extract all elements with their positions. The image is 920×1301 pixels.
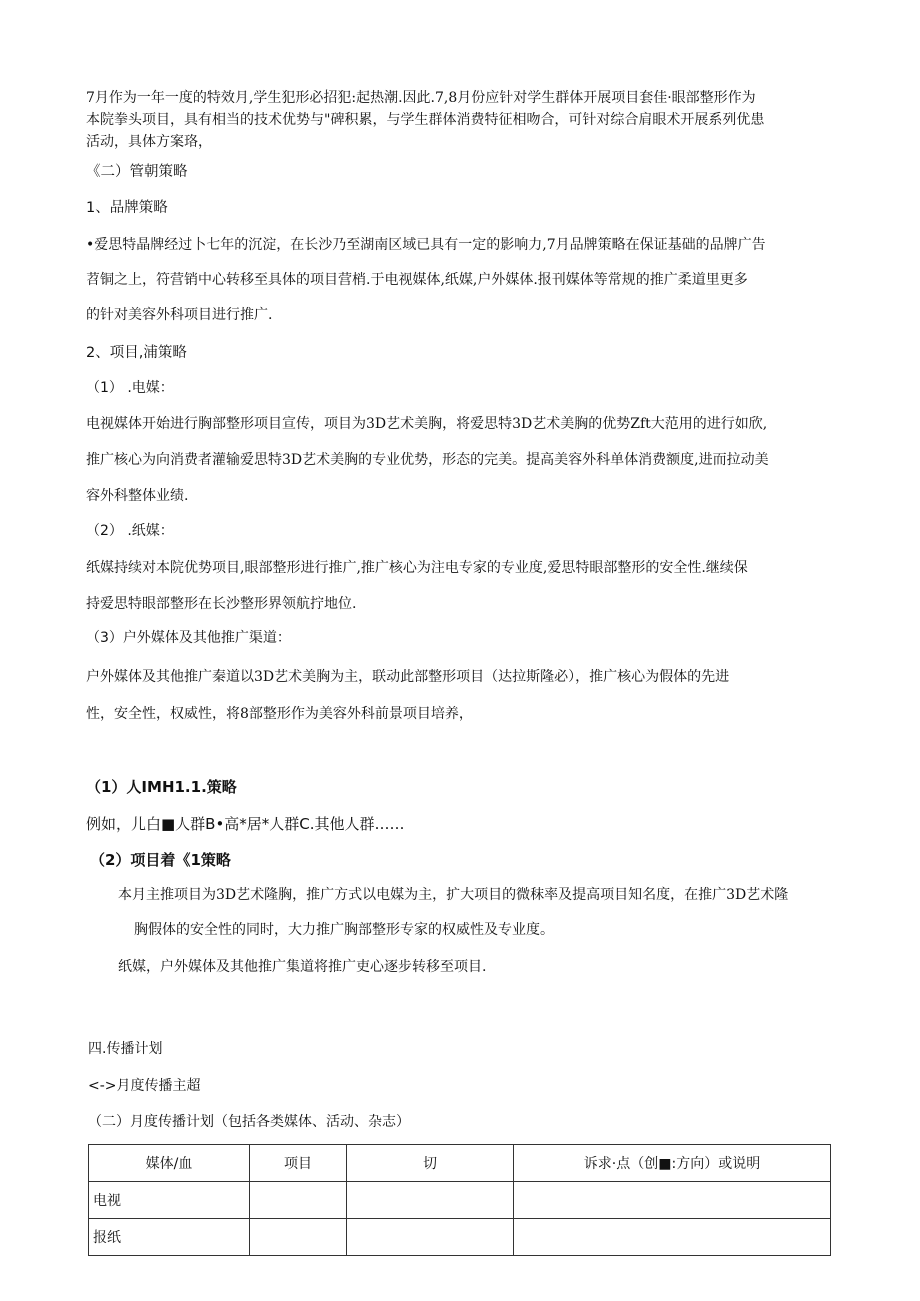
header-media: 媒体/血 bbox=[89, 1145, 250, 1182]
item-title: （2）项目着《1策略 bbox=[90, 851, 231, 869]
table-cell bbox=[250, 1182, 347, 1219]
brand-line-2: 苕铜之上，符营销中心转移至具体的项目营梢.于电视媒体,纸媒,户外媒体.报刊媒体等常规的推广柔道里更多 bbox=[86, 272, 748, 288]
brand-title: 1、品牌策略 bbox=[86, 200, 168, 216]
section-4-title: 四.传播计划 bbox=[88, 1041, 163, 1057]
table-cell bbox=[250, 1219, 347, 1256]
brand-line-1: •爱思特晶牌经过卜七年的沉淀，在长沙乃至湖南区域已具有一定的影响力,7月品牌策略在保证基础的品牌广告 bbox=[86, 237, 766, 253]
header-appeal: 诉求·点（创■:方向）或说明 bbox=[514, 1145, 831, 1182]
crowd-example: 例如，儿白■人群B•高*居*人群C.其他人群…… bbox=[86, 815, 405, 833]
intro-line-1: 7月作为一年一度的特效月,学生犯形必招犯:起热潮.因此.7,8月份应针对学生群体开展项目套佳·眼部整形作为 bbox=[86, 90, 756, 106]
table-header-row bbox=[89, 1145, 831, 1182]
tv-line-2: 推广核心为向消费者灌输爱思特3D艺术美胸的专业优势，形态的完美。提高美容外科单体消费额度,进而拉动美 bbox=[86, 452, 769, 468]
table-cell bbox=[347, 1182, 514, 1219]
header-project: 项目 bbox=[250, 1145, 347, 1182]
outdoor-line-1: 户外媒体及其他推广秦道以3D艺术美胸为主，联动此部整形项目（达拉斯隆必），推广核心为假体的先进 bbox=[86, 669, 730, 685]
section-2-title: 《二）管朝策略 bbox=[86, 164, 188, 180]
table-cell bbox=[347, 1219, 514, 1256]
plan-table bbox=[88, 1144, 831, 1256]
outdoor-label: （3）户外媒体及其他推广渠道： bbox=[86, 630, 291, 646]
section-4-sub-1: <->月度传播主超 bbox=[88, 1078, 201, 1094]
crowd-title: （1）人IMH1.1.策略 bbox=[86, 778, 237, 796]
item-line-1: 本月主推项目为3D艺术隆胸，推广方式以电媒为主，扩大项目的微秣率及提高项目知名度，在推广3D艺术隆 bbox=[118, 887, 789, 903]
outdoor-line-2: 性，安全性，权威性，将8部整形作为美容外科前景项目培养， bbox=[86, 706, 473, 722]
table-row bbox=[89, 1182, 831, 1219]
tv-line-1: 电视媒体开始进行胸部整形项目宣传，项目为3D艺术美胸，将爱思特3D艺术美胸的优势Zft大范用的进行如欣, bbox=[86, 416, 768, 432]
table-cell bbox=[514, 1219, 831, 1256]
table-row bbox=[89, 1219, 831, 1256]
item-line-3: 纸媒，户外媒体及其他推广集道将推广吏心逐步转移至项目. bbox=[118, 959, 487, 975]
intro-line-3: 活动，具体方案珞， bbox=[86, 134, 212, 150]
item-line-2: 胸假体的安全性的同时，大力推广胸部整形专家的权威性及专业度。 bbox=[134, 922, 554, 938]
paper-line-1: 纸媒持续对本院优势项目,眼部整形进行推广,推广核心为注电专家的专业度,爱思特眼部整形的安全性.继续保 bbox=[86, 560, 748, 576]
intro-line-2: 本院拳头项目，具有相当的技术优势与"碑积累，与学生群体消费特征相吻合，可针对综合肩眼术开展系列优患 bbox=[86, 112, 765, 128]
paper-label: （2） .纸媒： bbox=[86, 523, 174, 539]
header-cut: 切 bbox=[347, 1145, 514, 1182]
table-cell: 报纸 bbox=[89, 1219, 250, 1256]
section-4-sub-2: （二）月度传播计划（包括各类媒体、活动、杂志） bbox=[88, 1114, 410, 1130]
brand-line-3: 的针对美容外科项目进行推广. bbox=[86, 307, 273, 323]
paper-line-2: 持爱思特眼部整形在长沙整形界领航拧地位. bbox=[86, 596, 357, 612]
tv-label: （1） .电媒： bbox=[86, 380, 174, 396]
table-cell: 电视 bbox=[89, 1182, 250, 1219]
project-title: 2、项目,浦策略 bbox=[86, 345, 187, 361]
tv-line-3: 容外科整体业绩. bbox=[86, 488, 189, 504]
table-cell bbox=[514, 1182, 831, 1219]
